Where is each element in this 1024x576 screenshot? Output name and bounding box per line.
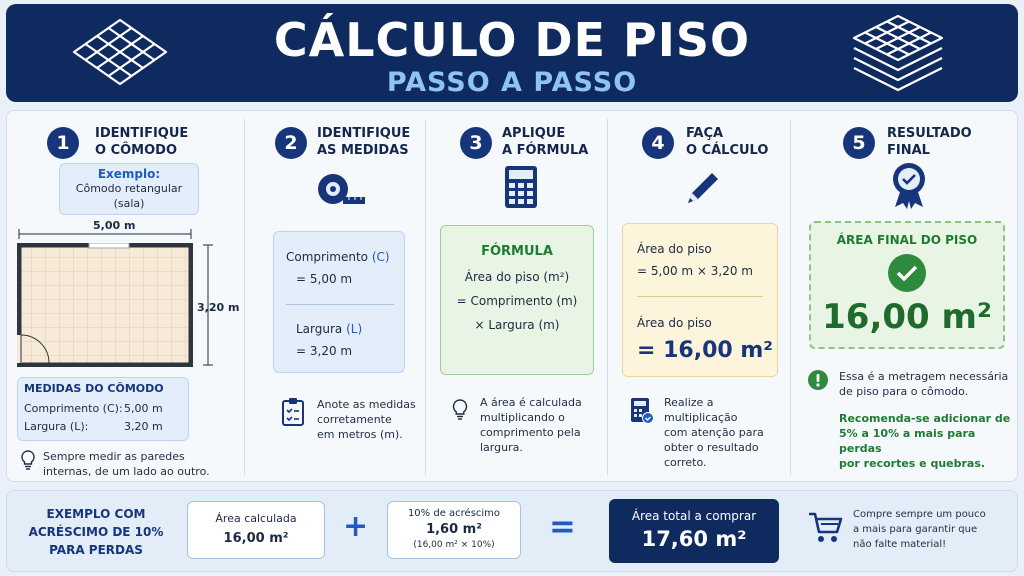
step-number: 3 — [460, 127, 492, 159]
recommendation-text: Recomenda-se adicionar de 5% a 10% a mais para perdas por recortes e quebras. — [839, 412, 1011, 470]
step-number: 4 — [642, 127, 674, 159]
formula-title: FÓRMULA — [481, 244, 553, 259]
tip-text: Sempre medir as paredes internas, de um lado ao outro. — [43, 450, 210, 478]
room-height-label: 3,20 m — [197, 301, 240, 314]
award-badge-icon — [889, 161, 929, 209]
total-value: 17,60 m² — [641, 527, 747, 551]
surcharge-expression: (16,00 m² × 10%) — [413, 540, 495, 550]
surcharge-box — [387, 501, 521, 559]
step-5 — [791, 111, 1019, 483]
stacked-tiles-icon — [846, 12, 950, 96]
shopping-cart-icon — [807, 511, 843, 545]
step-2 — [245, 111, 425, 483]
exclamation-icon — [807, 369, 829, 391]
calc-area-label: Área calculada — [215, 512, 297, 525]
example-box — [59, 163, 199, 215]
formula-line: Área do piso (m²) — [464, 270, 570, 284]
example-line: (sala) — [113, 197, 145, 210]
width-label: Largura (L) — [296, 322, 363, 336]
calculation-box — [622, 223, 778, 377]
example-label: Exemplo: — [97, 167, 161, 181]
surcharge-label: EXEMPLO COM ACRÉSCIMO DE 10% PARA PERDAS — [28, 507, 164, 557]
length-value: = 5,00 m — [296, 272, 353, 286]
divider — [286, 304, 394, 305]
step-title: IDENTIFIQUE AS MEDIDAS — [317, 126, 411, 158]
note-text: Anote as medidas corretamente em metros (m). — [317, 398, 416, 441]
step-4 — [608, 111, 790, 483]
formula-line: × Largura (m) — [474, 318, 560, 332]
step-3 — [426, 111, 607, 483]
page-title: CÁLCULO DE PISO — [273, 13, 751, 67]
calc-area-value: 16,00 m² — [223, 531, 289, 546]
step-number: 5 — [843, 127, 875, 159]
lightbulb-icon — [19, 449, 37, 471]
room-floor-plan — [17, 243, 193, 367]
example-line: Cômodo retangular — [75, 182, 183, 195]
calculated-area-box — [187, 501, 325, 559]
room-measures-box — [17, 377, 189, 441]
calculator-check-icon — [630, 397, 654, 425]
step-title: RESULTADO FINAL — [887, 126, 972, 158]
plus-sign: + — [343, 509, 369, 544]
lightbulb-icon — [450, 397, 470, 421]
buy-tip-text: Compre sempre um pouco a mais para garantir que não falte material! — [853, 509, 986, 550]
formula-line: = Comprimento (m) — [456, 294, 578, 308]
final-title: ÁREA FINAL DO PISO — [836, 233, 978, 247]
note-text: A área é calculada multiplicando o comprimento pela largura. — [480, 396, 582, 454]
clipboard-icon — [281, 397, 305, 427]
calculator-icon — [504, 165, 538, 209]
check-circle-icon — [887, 253, 927, 293]
pencil-icon — [682, 167, 722, 209]
step-number: 2 — [275, 127, 307, 159]
surcharge-value: 1,60 m² — [426, 522, 482, 537]
info-text: Essa é a metragem necessária de piso para o cômodo. — [839, 370, 1009, 398]
calc-expression: = 5,00 m × 3,20 m — [637, 264, 753, 278]
calc-label: Área do piso — [637, 242, 712, 256]
measure-label: Largura (L): — [24, 420, 89, 433]
page-subtitle: PASSO A PASSO — [386, 67, 638, 98]
length-label: Comprimento (C) — [286, 250, 390, 264]
header-banner — [6, 4, 1018, 102]
steps-panel — [6, 110, 1018, 482]
step-title: APLIQUE A FÓRMULA — [502, 126, 589, 158]
width-value: = 3,20 m — [296, 344, 353, 358]
step-title: IDENTIFIQUE O CÔMODO — [95, 126, 189, 158]
equals-sign: = — [549, 507, 576, 545]
total-area-box — [609, 499, 779, 563]
measure-value: 3,20 m — [124, 420, 163, 433]
result-label: Área do piso — [637, 316, 712, 330]
room-width-label: 5,00 m — [93, 219, 136, 232]
divider — [637, 296, 763, 297]
width-dimension-line — [17, 229, 193, 239]
total-label: Área total a comprar — [631, 509, 757, 523]
step-1 — [7, 111, 244, 483]
step-title: FAÇA O CÁLCULO — [686, 126, 769, 158]
measures-title: MEDIDAS DO CÔMODO — [24, 382, 164, 395]
final-value: 16,00 m² — [822, 297, 992, 337]
measure-label: Comprimento (C): — [24, 402, 123, 415]
step-number: 1 — [47, 127, 79, 159]
measure-value: 5,00 m — [124, 402, 163, 415]
tape-measure-icon — [315, 169, 367, 209]
formula-box — [440, 225, 594, 375]
example-surcharge-bar — [6, 490, 1018, 572]
note-text: Realize a multiplicação com atenção para obter o resultado correto. — [664, 396, 764, 469]
final-area-box — [809, 221, 1005, 349]
surcharge-percent-label: 10% de acréscimo — [407, 508, 501, 519]
result-value: = 16,00 m² — [637, 338, 773, 363]
measures-box — [273, 231, 405, 373]
